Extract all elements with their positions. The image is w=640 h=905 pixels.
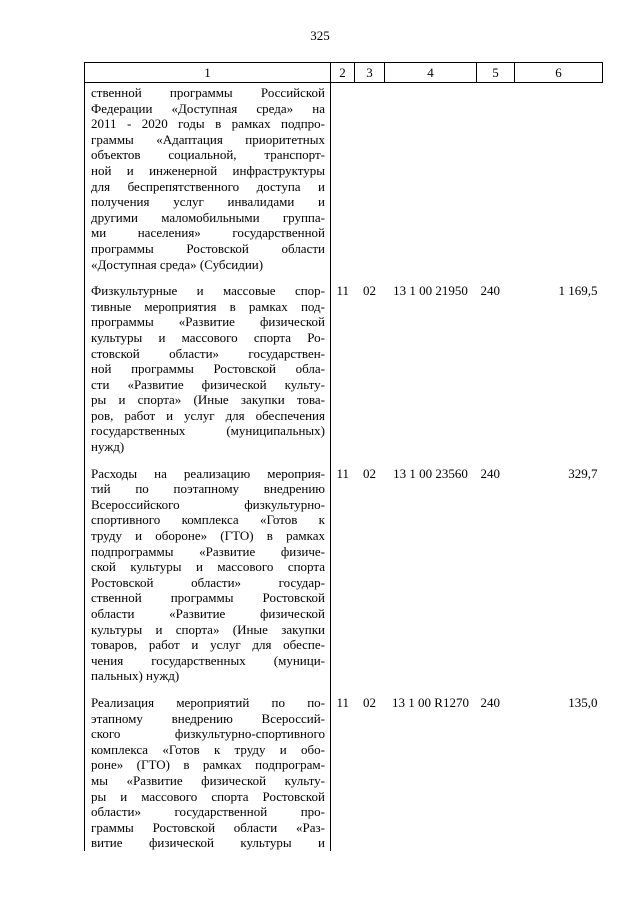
table-header-row [85, 63, 603, 83]
row-description [85, 455, 331, 684]
header-col-5: 5 [477, 63, 515, 83]
description-line: тий по поэтапному внедрению [91, 481, 325, 497]
description-line: ской культуры и массового спорта [91, 559, 325, 575]
header-col-4: 4 [385, 63, 477, 83]
description-line: пальных) нужд) [91, 668, 180, 684]
row-description [85, 83, 331, 273]
description-line: роне» (ГТО) в рамках подпрограм- [91, 757, 325, 773]
section-code: 11 [336, 283, 350, 299]
description-line: государственных (муниципальных) [91, 423, 325, 439]
target-article-code: 13 1 00 R1270 [392, 694, 469, 710]
description-line: подпрограммы «Развитие физиче- [91, 543, 325, 559]
section-code: 11 [336, 694, 350, 710]
amount-value: 135,0 [568, 694, 598, 710]
target-article-code: 13 1 00 23560 [393, 465, 468, 481]
description-line: чения государственных (муници- [91, 652, 325, 668]
header-col-1: 1 [85, 63, 331, 83]
description-line: 2011 - 2020 годы в рамках подпро- [91, 116, 325, 132]
description-line: этапному внедрению Всероссий- [91, 710, 325, 726]
description-line: программы Ростовской области [91, 240, 325, 256]
description-line: ной программы Ростовской обла- [91, 361, 325, 377]
table-row [85, 684, 603, 851]
description-line: ры и массового спорта Ростовской [91, 788, 325, 804]
row-description [85, 684, 331, 851]
subsection-code: 02 [363, 283, 376, 299]
description-line: ры и спорта» (Иные закупки това- [91, 392, 325, 408]
description-line: ственной программы Ростовской [91, 590, 325, 606]
description-line: ми населения» государственной [91, 225, 325, 241]
description-line: «Доступная среда» (Субсидии) [91, 256, 264, 272]
amount-value: 329,7 [568, 465, 598, 481]
description-line: ственной программы Российской [91, 85, 325, 100]
table-row [85, 272, 603, 455]
description-line: Всероссийского физкультурно- [91, 496, 325, 512]
description-line: Физкультурные и массовые спор- [91, 283, 325, 299]
description-line: граммы Ростовской области «Раз- [91, 819, 325, 835]
description-line: Расходы на реализацию мероприя- [91, 465, 325, 481]
description-line: труду и обороне» (ГТО) в рамках [91, 528, 325, 544]
expense-type-code: 240 [480, 283, 500, 299]
description-line: Ростовской области» государ- [91, 574, 325, 590]
description-line: культуры и массового спорта Ро- [91, 329, 325, 345]
table-row-continuation [85, 83, 603, 273]
description-line: тивные мероприятия в рамках под- [91, 298, 325, 314]
description-line: комплекса «Готов к труду и обо- [91, 741, 325, 757]
expense-type-code: 240 [480, 694, 500, 710]
description-line: культуры и спорта» (Иные закупки [91, 621, 325, 637]
description-line: витие физической культуры и [91, 835, 325, 851]
subsection-code: 02 [363, 694, 376, 710]
header-col-6: 6 [515, 63, 603, 83]
header-col-2: 2 [331, 63, 355, 83]
amount-value: 1 169,5 [558, 283, 598, 299]
table-row [85, 455, 603, 684]
header-col-3: 3 [355, 63, 385, 83]
description-line: граммы «Адаптация приоритетных [91, 131, 325, 147]
description-line: сти «Развитие физической культу- [91, 376, 325, 392]
subsection-code: 02 [363, 465, 376, 481]
description-line: ского физкультурно-спортивного [91, 726, 325, 742]
description-line: ной и инженерной инфраструктуры [91, 162, 325, 178]
target-article-code: 13 1 00 21950 [393, 283, 468, 299]
description-line: получения услуг инвалидами и [91, 194, 325, 210]
page-number: 325 [310, 28, 330, 43]
description-line: Федерации «Доступная среда» на [91, 100, 325, 116]
description-line: программы «Развитие физической [91, 314, 325, 330]
description-line: Реализация мероприятий по по- [91, 694, 325, 710]
description-line: ров, работ и услуг для обеспечения [91, 407, 325, 423]
expense-type-code: 240 [480, 465, 500, 481]
description-line: другими маломобильными группа- [91, 209, 325, 225]
description-line: объектов социальной, транспорт- [91, 147, 325, 163]
description-line: области» государственной про- [91, 804, 325, 820]
description-line: стовской области» государствен- [91, 345, 325, 361]
row-description [85, 272, 331, 455]
description-line: мы «Развитие физической культу- [91, 772, 325, 788]
description-line: товаров, работ и услуг для обеспе- [91, 637, 325, 653]
description-line: спортивного комплекса «Готов к [91, 512, 325, 528]
description-line: нужд) [91, 439, 125, 455]
description-line: области «Развитие физической [91, 606, 325, 621]
budget-table [84, 62, 603, 851]
description-line: для беспрепятственного доступа и [91, 178, 325, 194]
section-code: 11 [336, 465, 350, 481]
